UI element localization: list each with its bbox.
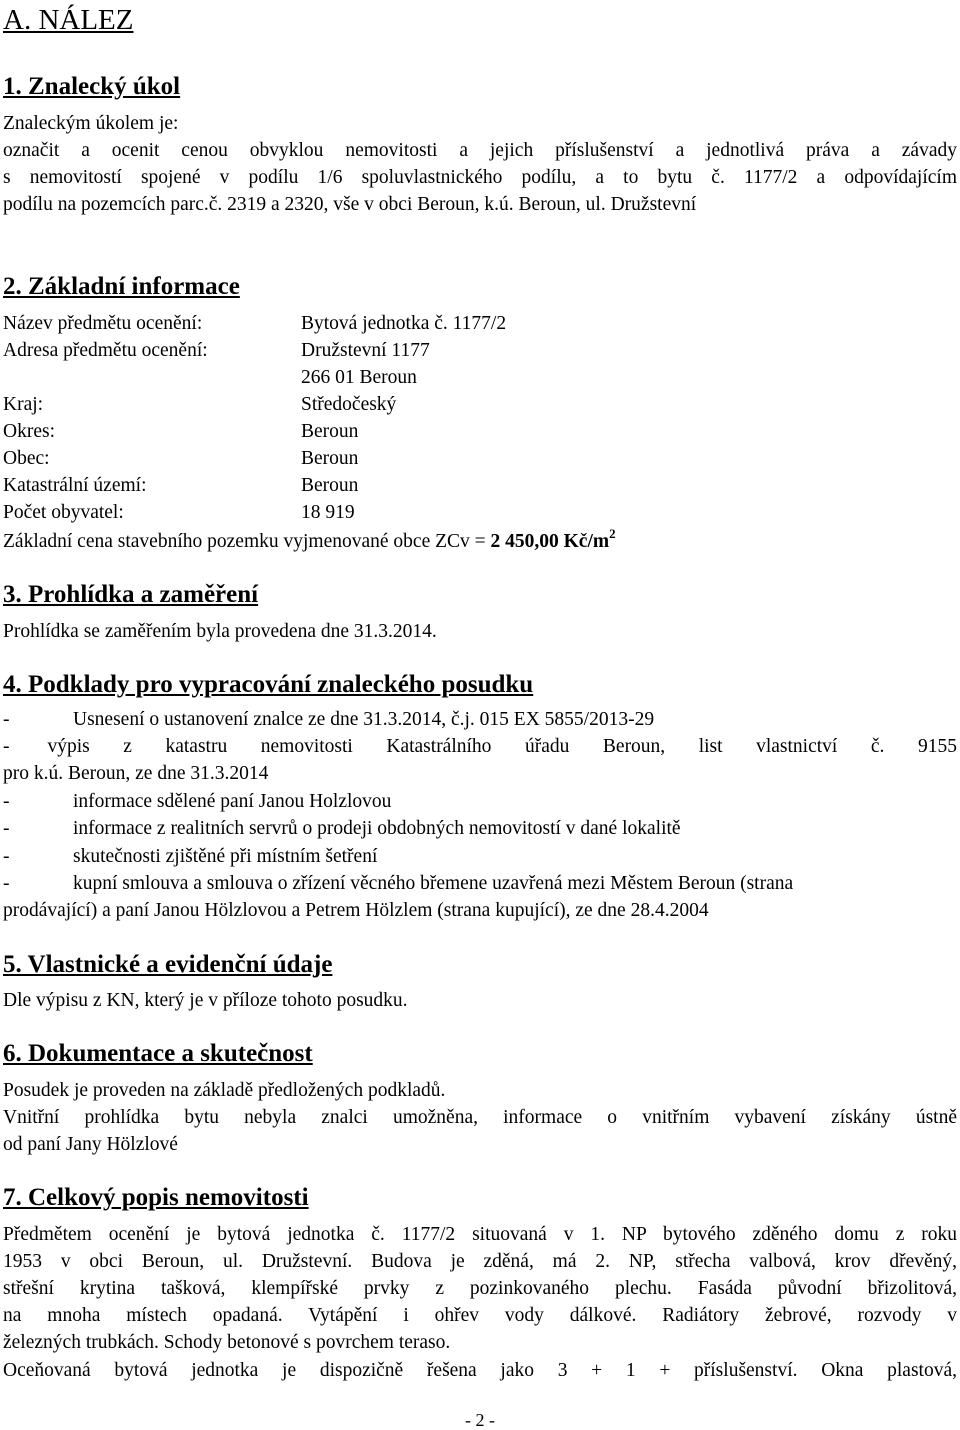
list-item-continuation: pro k.ú. Beroun, ze dne 31.3.2014 xyxy=(3,763,269,784)
section-3-text: Prohlídka se zaměřením byla provedena dne 31.3.2014. xyxy=(3,621,437,642)
list-item-word: č. xyxy=(870,736,885,757)
base-price-text: Základní cena stavebního pozemku vyjmenované obce ZCv = xyxy=(3,531,491,552)
section-7-heading: 7. Celkový popis nemovitosti xyxy=(3,1184,309,1211)
list-item-word: nemovitosti xyxy=(260,736,353,757)
list-item-word: výpis xyxy=(47,736,90,757)
base-price-value: 2 450,00 Kč/m xyxy=(490,531,610,552)
section-7-paragraph-2: Oceňovaná bytová jednotka je dispozičně řešena jako 3 + 1 + příslušenství. Okna plastová, xyxy=(3,1360,957,1381)
info-value-address: Družstevní 1177 xyxy=(301,340,430,361)
base-price-unit-exponent: 2 xyxy=(609,525,616,541)
list-item-text xyxy=(48,733,958,760)
section-5-text: Dle výpisu z KN, který je v příloze tohoto posudku. xyxy=(3,990,408,1011)
list-item-justified: - výpis z katastru nemovitosti Katastrálního úřadu Beroun, list vlastnictví č. 9155 xyxy=(3,733,957,760)
list-item-word: z xyxy=(123,736,132,757)
section-6-line-2: Vnitřní prohlídka bytu nebyla znalci umožněna, informace o vnitřním vybavení získány ústně xyxy=(3,1107,957,1128)
section-7-line-1: Předmětem ocenění je bytová jednotka č. 1177/2 situovaná v 1. NP bytového zděného domu z roku xyxy=(3,1224,957,1245)
section-4-heading: 4. Podklady pro vypracování znaleckého posudku xyxy=(3,671,534,698)
section-6-heading: 6. Dokumentace a skutečnost xyxy=(3,1040,313,1067)
list-item-word: list xyxy=(698,736,723,757)
section-3-heading: 3. Prohlídka a zaměření xyxy=(3,581,259,608)
list-item-word: vlastnictví xyxy=(756,736,838,757)
list-item-continuation: prodávající) a paní Janou Hölzlovou a Petrem Hölzlem (strana kupující), ze dne 28.4.2004 xyxy=(3,900,709,921)
list-item-word: Katastrálního xyxy=(386,736,492,757)
section-1-heading: 1. Znalecký úkol xyxy=(3,73,181,100)
list-item-word: úřadu xyxy=(524,736,570,757)
document-title: A. NÁLEZ xyxy=(3,4,134,36)
page-number: - 2 - xyxy=(465,1410,495,1430)
base-price-line xyxy=(3,525,616,555)
info-value-cadastral: Beroun xyxy=(301,475,359,496)
section-2-heading: 2. Základní informace xyxy=(3,273,240,300)
section-6-line-3: od paní Jany Hölzlové xyxy=(3,1134,178,1155)
section-7-line-2: 1953 v obci Beroun, ul. Družstevní. Budova je zděná, má 2. NP, střecha valbová, krov dřevěný, xyxy=(3,1251,957,1272)
info-value-population: 18 919 xyxy=(301,502,355,523)
section-7-line-5: železných trubkách. Schody betonové s povrchem teraso. xyxy=(3,1332,451,1353)
info-value-name: Bytová jednotka č. 1177/2 xyxy=(301,313,507,334)
list-item-word: Beroun, xyxy=(602,736,666,757)
info-label-name: Název předmětu ocenění: xyxy=(3,313,203,334)
list-item-word: 9155 xyxy=(917,736,957,757)
list-item-word: katastru xyxy=(165,736,228,757)
info-label-population: Počet obyvatel: xyxy=(3,502,124,523)
section-7-line-3: střešní krytina tašková, klempířské prvky z pozinkovaného plechu. Fasáda původní břizolitová, xyxy=(3,1278,957,1299)
section-1-line-3: podílu na pozemcích parc.č. 2319 a 2320, vše v obci Beroun, k.ú. Beroun, ul. Družstevní xyxy=(3,194,697,215)
info-value-address-2: 266 01 Beroun xyxy=(301,367,417,388)
info-label-district: Okres: xyxy=(3,421,55,442)
section-5-heading: 5. Vlastnické a evidenční údaje xyxy=(3,951,333,978)
info-label-address: Adresa předmětu ocenění: xyxy=(3,340,208,361)
info-label-cadastral: Katastrální území: xyxy=(3,475,147,496)
section-6-line-1: Posudek je proveden na základě předložených podkladů. xyxy=(3,1080,446,1101)
section-7-line-4: na mnoha místech opadaná. Vytápění i ohřev vody dálkové. Radiátory žebrové, rozvody v xyxy=(3,1305,957,1326)
info-label-municipality: Obec: xyxy=(3,448,50,469)
section-1-intro: Znaleckým úkolem je: xyxy=(3,113,179,134)
info-label-region: Kraj: xyxy=(3,394,44,415)
section-1-line-2: s nemovitostí spojené v podílu 1/6 spoluvlastnického podílu, a to bytu č. 1177/2 a odpovídajícím xyxy=(3,167,957,188)
info-value-region: Středočeský xyxy=(301,394,397,415)
info-value-municipality: Beroun xyxy=(301,448,359,469)
info-value-district: Beroun xyxy=(301,421,359,442)
section-1-line-1: označit a ocenit cenou obvyklou nemovitosti a jejich příslušenství a jednotlivá práva a závady xyxy=(3,140,957,161)
